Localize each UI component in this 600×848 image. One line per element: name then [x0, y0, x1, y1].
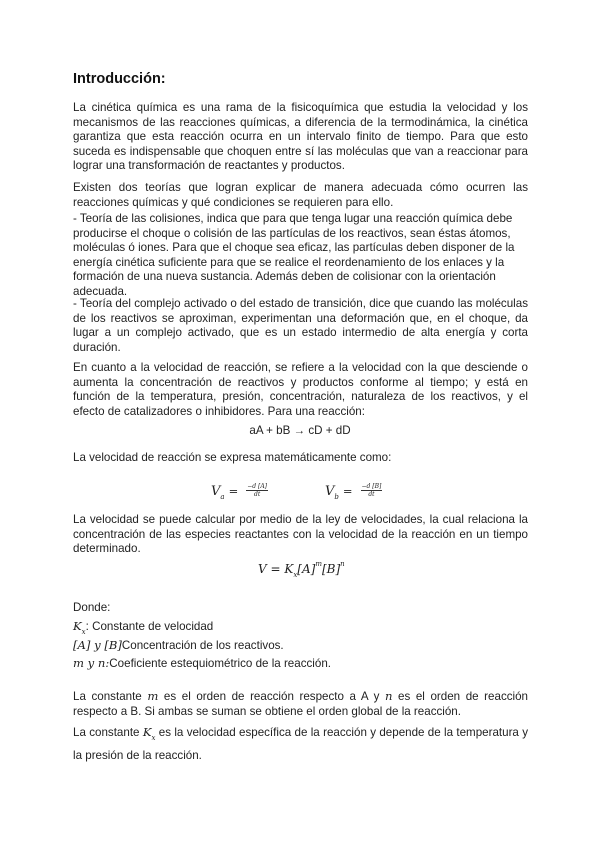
rate-law-equation: $V = K_x[A]^m[B]^n$ [258, 560, 345, 579]
paragraph-rate-expression: La velocidad de reacción se expresa matemáticamente como: [73, 451, 392, 464]
rate-equation-b: $V_b$ = $\frac{-d [B]}{dt}$ [325, 483, 382, 501]
definition-concentrations: [A] y [B]Concentración de los reactivos. [73, 638, 284, 652]
paragraph-rate-constant: La constante $K_x$ es la velocidad específica de la reacción y depende de la temperatura y la presión de la reacción. [73, 725, 528, 762]
paragraph-reaction-order: La constante m es el orden de reacción respecto a A y n es el orden de reacción respecto a B. Si ambas se suman se obtiene el orden global de la reacción. [73, 689, 529, 718]
section-heading: Introducción: [73, 71, 166, 87]
fraction-b: $\frac{-d [B]}{dt}$ [361, 483, 382, 498]
paragraph-intro: La cinética química es una rama de la fisicoquímica que estudia la velocidad y los mecanismos de las reacciones químicas, a diferencia de la termodinámica, la cinética garantiza que esta reacción ocurra en un intervalo finito de tiempo. Para que esto suceda es indispensable que choquen entre sí las moléculas que van a reaccionar para lograr una transformación de reactantes y productos. [73, 101, 528, 173]
reaction-equation: aA + bB → cD + dD [249, 424, 351, 437]
definition-k: $K_x$: Constante de velocidad [73, 619, 214, 636]
rate-equation-a: $V_a$ = $\frac{-d [A]}{dt}$ [211, 483, 268, 501]
paragraph-theories: Existen dos teorías que logran explicar de manera adecuada cómo ocurren las reacciones químicas y qué condiciones se requieren para ello. [73, 181, 528, 209]
paragraph-reaction-rate: En cuanto a la velocidad de reacción, se refiere a la velocidad con la que desciende o aumenta la concentración de reactivos y productos conforme al tiempo; y está en función de la temperatura, presión, concentración, naturaleza de los reactivos, y el efecto de catalizadores o inhibidores. Para una reacción: [73, 361, 528, 418]
paragraph-activated-complex: - Teoría del complejo activado o del estado de transición, dice que cuando las moléculas de los reactivos se aproximan, experimentan una deformación que, en el choque, da lugar a un complejo activado, que es un estado intermedio de alta energía y corta duración. [73, 297, 528, 354]
paragraph-rate-law: La velocidad se puede calcular por medio de la ley de velocidades, la cual relaciona la concentración de las especies reactantes con la velocidad de la reacción en un tiempo determinado. [73, 513, 528, 556]
definition-coefficients: m y n:Coeficiente estequiométrico de la reacción. [73, 656, 331, 670]
paragraph-collision-theory: - Teoría de las colisiones, indica que para que tenga lugar una reacción química debe producirse el choque o colisión de las partículas de los reactivos, sean éstas átomos, moléculas ó iones. Para que el choque sea eficaz, las partículas deben disponer de la energía cinética suficiente para que se realice el reordenamiento de los enlaces y la formación de una nueva sustancia. Además deben de colisionar con la orientación adecuada. [73, 212, 515, 298]
donde-label: Donde: [73, 601, 111, 614]
fraction-a: $\frac{-d [A]}{dt}$ [247, 483, 268, 498]
